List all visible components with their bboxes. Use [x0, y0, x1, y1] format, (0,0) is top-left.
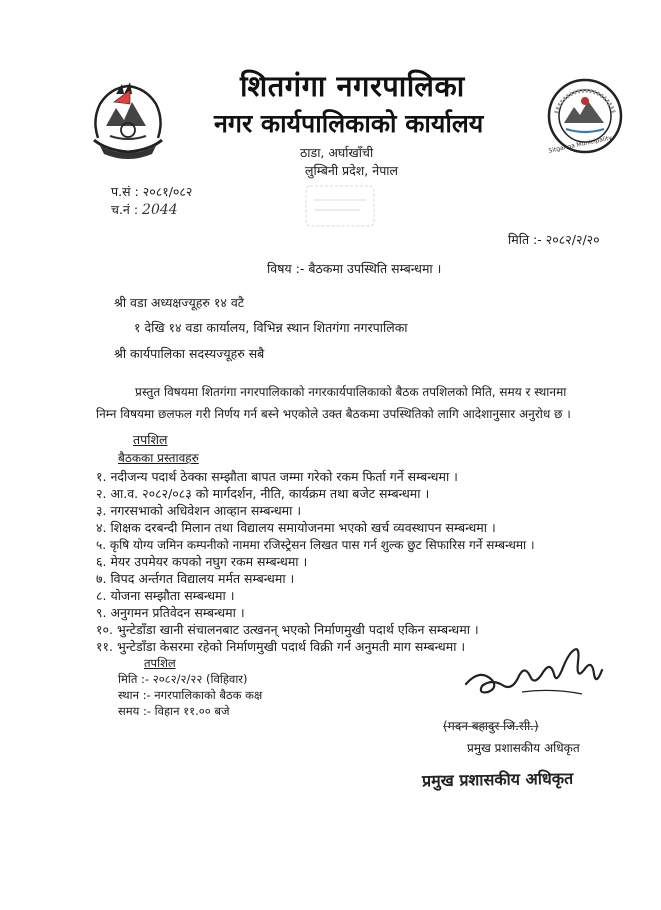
reference-ps: [111, 183, 192, 200]
agenda-item: ७. विपद अर्न्तगत विद्यालय मर्मत सम्बन्धमा ।: [96, 571, 295, 586]
cn-label: च.नं :: [111, 202, 139, 217]
schedule-place: स्थान :- नगरपालिकाको बैठक कक्ष: [118, 688, 263, 702]
schedule-date: मिति :- २०८२/२/२२ (विहिवार): [118, 672, 248, 686]
agenda-item: २. आ.व. २०८२/०८३ को मार्गदर्शन, नीति, कार्यक्रम तथा बजेट सम्बन्धमा ।: [96, 486, 430, 501]
faint-stamp-icon: [300, 182, 380, 232]
agenda-item: १. नदीजन्य पदार्थ ठेक्का सम्झौता बापत जम्मा गरेको रकम फिर्ता गर्ने सम्बन्धमा ।: [96, 469, 458, 484]
sitganga-municipality-seal-icon: [546, 77, 624, 155]
schedule-time: समय :- विहान ११.०० बजे: [118, 704, 230, 718]
letter-date: मिति :- २०८२/२/२०: [508, 232, 600, 247]
address-line-2: लुम्बिनी प्रदेश, नेपाल: [305, 163, 399, 178]
schedule-heading: तपशिल: [144, 656, 176, 670]
signatory-title: प्रमुख प्रशासकीय अधिकृत: [467, 741, 580, 755]
agenda-item: ९. अनुगमन प्रतिवेदन सम्बन्धमा ।: [96, 605, 245, 620]
nepal-emblem-icon: [86, 80, 170, 160]
seal-text: Sitganga Municipality: [547, 134, 613, 155]
ps-value: २०८१/०८२: [142, 184, 193, 199]
subject-line: विषय :- बैठकमा उपस्थिति सम्बन्धमा ।: [267, 261, 442, 276]
tapashil-heading: तपशिल: [133, 432, 168, 447]
municipality-title: शितगंगा नगरपालिका: [240, 69, 465, 103]
recipient-line-2: १ देखि १४ वडा कार्यालय, विभिन्न स्थान शितगंगा नगरपालिका: [134, 320, 408, 335]
designation-stamp: प्रमुख प्रशासकीय अधिकृत: [421, 768, 574, 791]
agenda-item: ६. मेयर उपमेयर कपको नघुग रकम सम्बन्धमा ।: [96, 554, 308, 569]
agenda-item: ३. नगरसभाको अधिवेशन आव्हान सम्बन्धमा ।: [96, 503, 302, 518]
agenda-item: १०. भुन्टेडाँडा खानी संचालनबाट उत्खनन् भएको निर्माणमुखी पदार्थ एकिन सम्बन्धमा ।: [96, 622, 479, 637]
agenda-item: ५. कृषि योग्य जमिन कम्पनीको नाममा रजिस्ट्रेसन लिखत पास गर्न शुल्क छुट सिफारिस गर्ने सम्बन्धमा ।: [96, 538, 535, 552]
cn-handwritten-value: 2044: [142, 202, 178, 218]
office-title: नगर कार्यपालिकाको कार्यालय: [214, 109, 484, 138]
ps-label: प.सं :: [111, 184, 139, 199]
body-line-1: प्रस्तुत विषयमा शितगंगा नगरपालिकाको नगरकार्यपालिकाको बैठक तपशिलको मिति, समय र स्थानमा: [135, 385, 567, 399]
agenda-item: ८. योजना सम्झौता सम्बन्धमा ।: [96, 588, 235, 603]
reference-cn: [111, 201, 178, 218]
agenda-item: ११. भुन्टेडाँडा केसरमा रहेको निर्माणमुखी पदार्थ विक्री गर्न अनुमती माग सम्बन्धमा ।: [96, 639, 466, 654]
address-line-1: ठाडा, अर्घाखाँची: [300, 145, 374, 160]
recipient-line-1: श्री वडा अध्यक्षज्यूहरु १४ वटै: [114, 295, 245, 310]
recipient-line-3: श्री कार्यपालिका सदस्यज्यूहरु सबै: [114, 346, 265, 361]
proposals-heading: बैठकका प्रस्तावहरु: [118, 451, 199, 465]
agenda-item: ४. शिक्षक दरबन्दी मिलान तथा विद्यालय समायोजनमा भएको खर्च व्यवस्थापन सम्बन्धमा ।: [96, 520, 496, 535]
handwritten-signature-icon: [462, 640, 612, 710]
signatory-name: (मदन बहादुर जि.सी.): [443, 719, 539, 733]
body-line-2: निम्न विषयमा छलफल गरी निर्णय गर्न बस्ने भएकोले उक्त बैठकमा उपस्थितिको लागि आदेशानुसार अनुरोध छ ।: [96, 407, 571, 421]
